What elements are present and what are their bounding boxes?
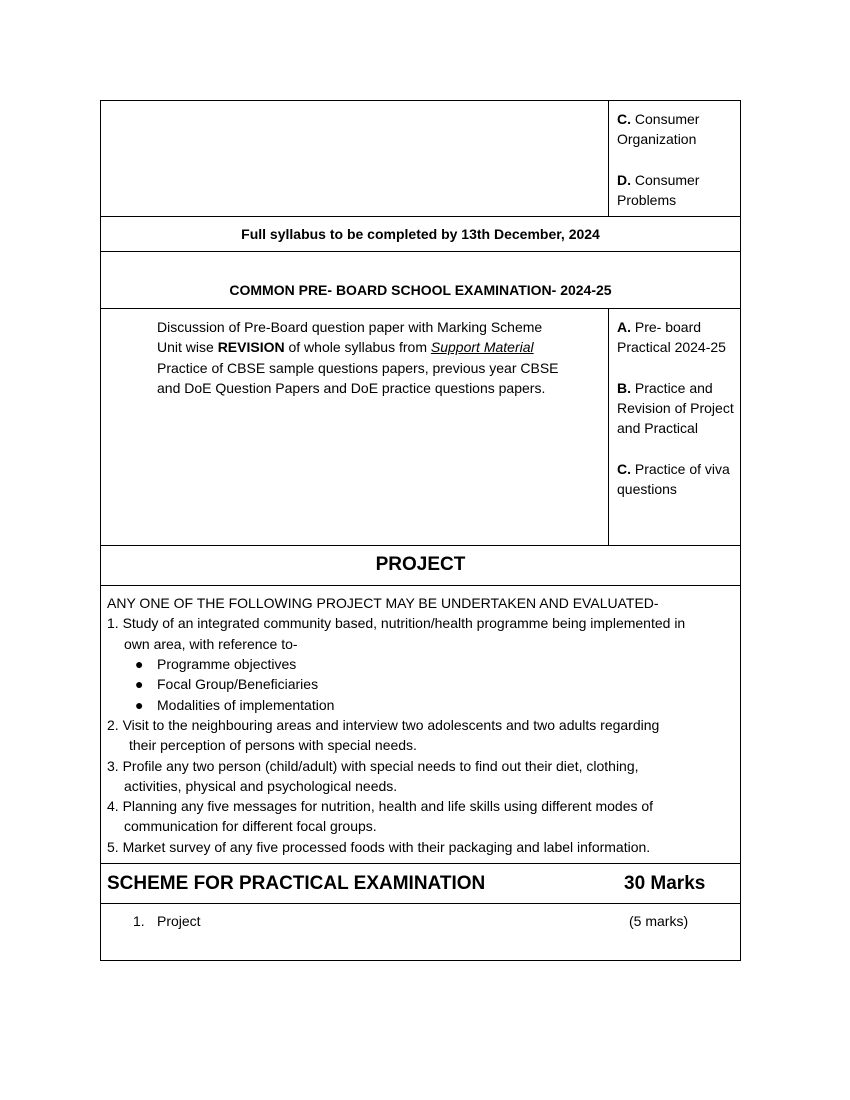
syllabus-document: [100, 100, 740, 961]
list-item: ● Programme objectives: [107, 654, 734, 674]
table-row: [101, 252, 741, 309]
project-intro: ANY ONE OF THE FOLLOWING PROJECT MAY BE UNDERTAKEN AND EVALUATED-: [107, 595, 659, 612]
project-item-continued: activities, physical and psychological needs.: [124, 777, 398, 794]
revision-keyword: REVISION: [217, 339, 285, 356]
scheme-item-name: Project: [157, 913, 201, 930]
list-item: B. Practice and Revision of Project and Practical: [617, 379, 734, 437]
table-row: [101, 309, 741, 546]
support-material-link[interactable]: Support Material: [430, 339, 534, 356]
discussion-line: Practice of CBSE sample questions papers, previous year CBSE: [157, 359, 559, 376]
project-item: 2. Visit to the neighbouring areas and interview two adolescents and two adults regarding: [107, 716, 660, 733]
project-list-cell: [101, 586, 741, 864]
bullet-icon: ●: [135, 696, 144, 713]
project-item: 1. Study of an integrated community based, nutrition/health programme being implemented in: [107, 615, 686, 632]
scheme-item-number: 1.: [133, 913, 145, 930]
discussion-line: and DoE Question Papers and DoE practice questions papers.: [157, 380, 546, 397]
syllabus-table: [100, 100, 741, 961]
preboard-heading-cell: [101, 252, 741, 309]
full-syllabus-note: Full syllabus to be completed by 13th December, 2024: [241, 226, 600, 243]
project-item: 3. Profile any two person (child/adult) with special needs to find out their diet, clothing,: [107, 757, 639, 774]
bullet-list: [107, 654, 734, 715]
list-item: C. Practice of viva questions: [617, 460, 730, 497]
project-item: 4. Planning any five messages for nutrition, health and life skills using different modes of: [107, 798, 654, 815]
scheme-item-cell: [101, 904, 741, 961]
discussion-line: Discussion of Pre-Board question paper with Marking Scheme: [157, 319, 543, 336]
scheme-title: SCHEME FOR PRACTICAL EXAMINATION: [107, 873, 486, 895]
project-item: 5. Market survey of any five processed foods with their packaging and label information.: [107, 838, 651, 855]
project-title: PROJECT: [101, 546, 741, 586]
table-row: [101, 546, 741, 586]
empty-cell: [101, 101, 609, 217]
project-item-continued: communication for different focal groups.: [124, 818, 377, 835]
table-row: [101, 101, 741, 217]
list-item: D. Consumer Problems: [617, 171, 700, 208]
scheme-item-marks: (5 marks): [629, 913, 689, 930]
bullet-icon: ●: [135, 676, 144, 693]
list-item: ● Modalities of implementation: [107, 695, 734, 715]
project-item-continued: own area, with reference to-: [124, 635, 298, 652]
scheme-total-marks: 30 Marks: [624, 873, 706, 895]
bullet-icon: ●: [135, 656, 144, 673]
list-item: ● Focal Group/Beneficiaries: [107, 674, 734, 694]
preboard-heading: COMMON PRE- BOARD SCHOOL EXAMINATION- 2024-25: [229, 282, 612, 299]
discussion-line: Unit wise REVISION of whole syllabus from Support Material: [157, 339, 534, 356]
table-row: [101, 217, 741, 252]
scheme-heading-cell: [101, 864, 741, 904]
full-syllabus-cell: [101, 217, 741, 252]
discussion-cell: [101, 309, 609, 546]
list-item: A. Pre- board Practical 2024-25: [617, 319, 726, 356]
list-item: C. Consumer Organization: [617, 111, 700, 148]
preboard-topics-cell: [609, 309, 741, 546]
project-item-continued: their perception of persons with special needs.: [129, 737, 417, 754]
table-row: [101, 864, 741, 904]
table-row: [101, 586, 741, 864]
topic-cell: [609, 101, 741, 217]
table-row: [101, 904, 741, 961]
